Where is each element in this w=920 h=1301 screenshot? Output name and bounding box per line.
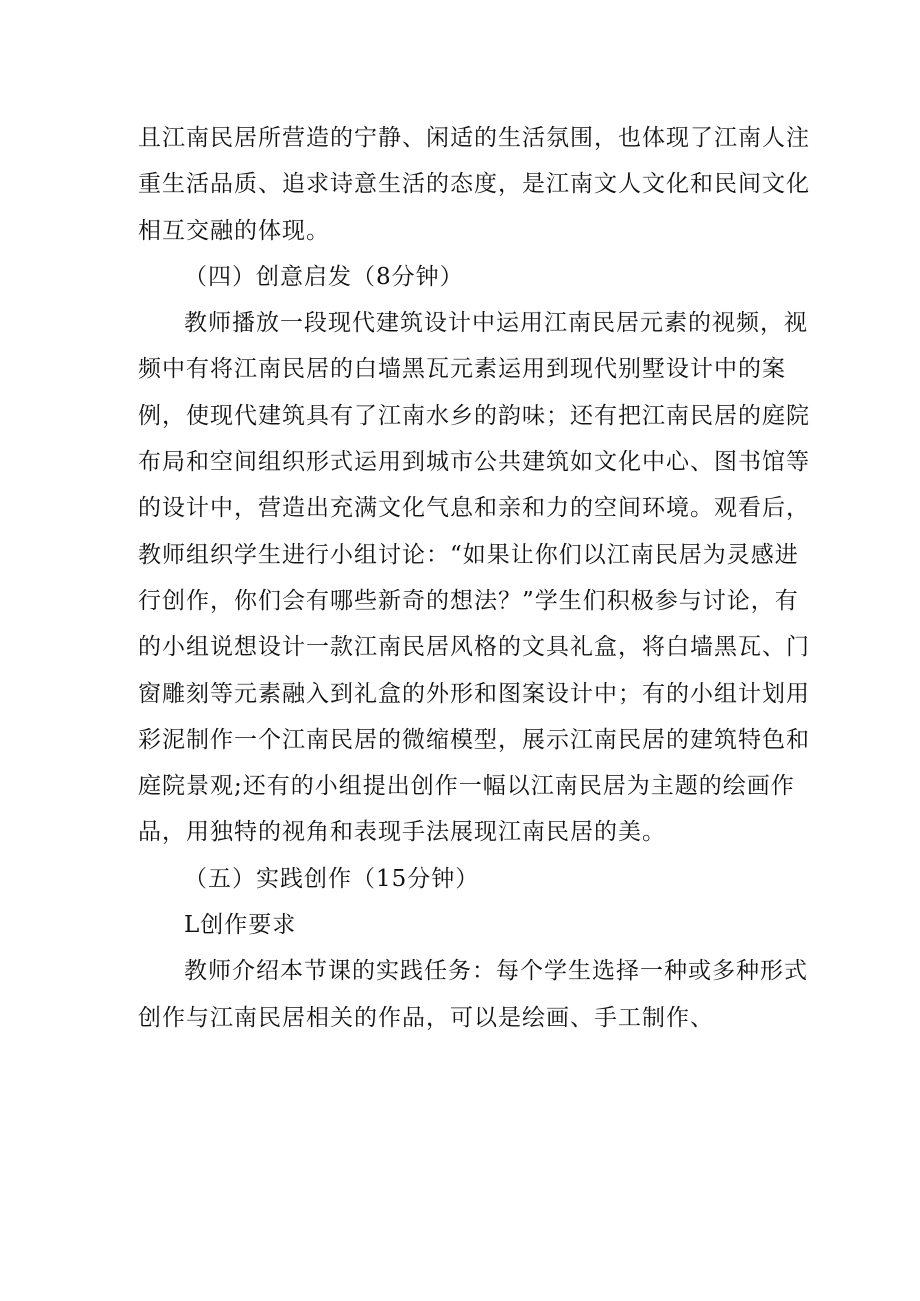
section-heading-practice-creation [138, 856, 790, 902]
subheading-text: L创作要求 [184, 912, 297, 939]
text-line: 布局和空间组织形式运用到城市公共建筑如文化中心、图书馆等 [138, 449, 810, 476]
text-line: 庭院景观;还有的小组提出创作一幅以江南民居为主题的绘画作 [138, 773, 795, 800]
paragraph-practice-task [138, 948, 808, 1041]
text-line: 行创作，你们会有哪些新奇的想法？”学生们积极参与讨论，有 [138, 587, 799, 614]
paragraph-creative-inspiration [138, 300, 810, 856]
text-line: 彩泥制作一个江南民居的微缩模型，展示江南民居的建筑特色和 [138, 726, 810, 753]
paragraph-residence-atmosphere [138, 115, 810, 254]
text-line: 教师介绍本节课的实践任务：每个学生选择一种或多种形式 [184, 958, 808, 985]
text-line: 例，使现代建筑具有了江南水乡的韵味；还有把江南民居的庭院 [138, 402, 810, 429]
subheading-creation-requirements [138, 902, 790, 948]
document-body [138, 115, 810, 1041]
text-line: 品，用独特的视角和表现手法展现江南民居的美。 [138, 819, 666, 846]
text-line: 的设计中，营造出充满文化气息和亲和力的空间环境。观看后， [138, 495, 810, 522]
text-line: 窗雕刻等元素融入到礼盒的外形和图案设计中；有的小组计划用 [138, 680, 810, 707]
heading-text: （四）创意启发（8分钟） [184, 263, 464, 290]
section-heading-creative-inspiration [138, 254, 790, 300]
text-line: 重生活品质、追求诗意生活的态度，是江南文人文化和民间文化 [138, 171, 810, 198]
text-line: 创作与江南民居相关的作品，可以是绘画、手工制作、 [138, 1004, 714, 1031]
text-line: 频中有将江南民居的白墙黑瓦元素运用到现代别墅设计中的案 [138, 356, 786, 383]
text-line: 的小组说想设计一款江南民居风格的文具礼盒，将白墙黑瓦、门 [138, 634, 810, 661]
text-line: 教师组织学生进行小组讨论：“如果让你们以江南民居为灵感进 [138, 541, 799, 568]
text-line: 且江南民居所营造的宁静、闲适的生活氛围，也体现了江南人注 [138, 125, 810, 151]
text-line: 相互交融的体现。 [138, 217, 330, 244]
heading-text: （五）实践创作（15分钟） [184, 865, 480, 892]
text-line: 教师播放一段现代建筑设计中运用江南民居元素的视频，视 [184, 310, 808, 337]
